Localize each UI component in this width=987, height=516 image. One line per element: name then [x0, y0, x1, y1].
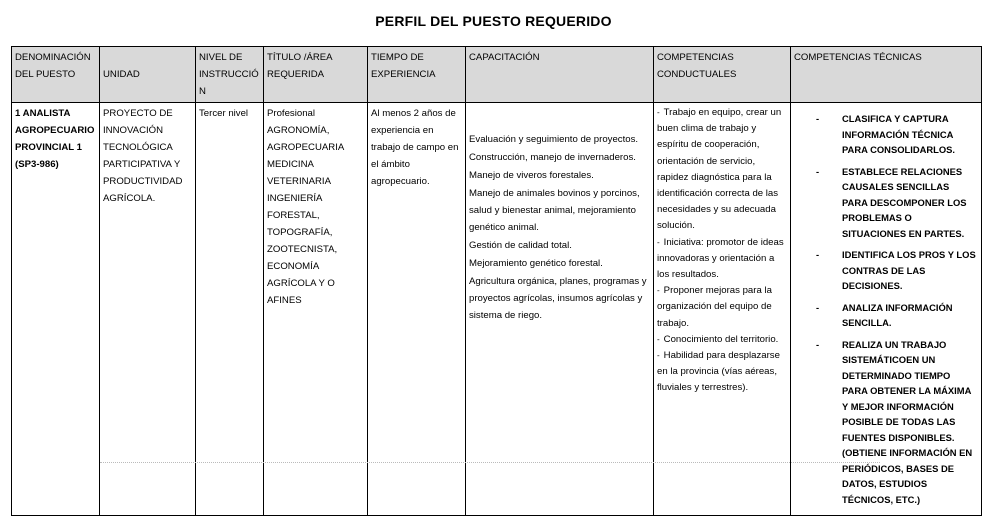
bullet-dash-icon: - [816, 165, 820, 177]
titulo-line: AGRONOMÍA, [267, 125, 330, 136]
bullet-dash-icon: - [657, 286, 660, 296]
list-item: - IDENTIFICA LOS PROS Y LOS CONTRAS DE LAS DECISIONES. [816, 249, 976, 291]
titulo-line: ZOOTECNISTA, [267, 244, 338, 255]
cell-capacitacion [466, 103, 654, 516]
bullet-dash-icon: - [657, 334, 660, 344]
capacitacion-item: Agricultura orgánica, planes, programas y proyectos agrícolas, insumos agrícolas y sistema de riego. [469, 276, 647, 321]
conductual-item: - Habilidad para desplazarse en la provincia (vías aéreas, fluviales y terrestres). [657, 350, 780, 394]
titulo-line: INGENIERÍA [267, 193, 323, 204]
titulo-line: TOPOGRAFÍA, [267, 227, 333, 238]
titulo-line: VETERINARIA [267, 176, 331, 187]
cell-titulo [264, 103, 368, 516]
bullet-dash-icon: - [657, 108, 660, 117]
header-nivel: NIVEL DE INSTRUCCIÓN [196, 47, 264, 103]
cell-denominacion: 1 ANALISTA AGROPECUARIO PROVINCIAL 1 (SP3-986) [12, 103, 100, 516]
page-continuation-divider [100, 462, 880, 465]
list-item: - CLASIFICA Y CAPTURA INFORMACIÓN TÉCNICA PARA CONSOLIDARLOS. [816, 113, 956, 155]
bullet-dash-icon: - [816, 338, 820, 350]
titulo-line: AGROPECUARIA [267, 142, 345, 153]
profile-table [11, 46, 982, 516]
cell-nivel: Tercer nivel [196, 103, 264, 516]
bullet-dash-icon: - [816, 301, 820, 313]
header-conductuales: COMPETENCIAS CONDUCTUALES [654, 47, 791, 103]
table-row [12, 103, 982, 516]
cell-tecnicas [791, 103, 982, 516]
conductual-item: - Proponer mejoras para la organización del equipo de trabajo. [657, 285, 772, 329]
header-capacitacion: CAPACITACIÓN [466, 47, 654, 103]
titulo-line: MEDICINA [267, 159, 314, 170]
document-title: PERFIL DEL PUESTO REQUERIDO [375, 13, 612, 29]
capacitacion-item: Manejo de animales bovinos y porcinos, salud y bienestar animal, mejoramiento genético animal. [469, 188, 640, 233]
cell-unidad: PROYECTO DE INNOVACIÓN TECNOLÓGICA PARTICIPATIVA Y PRODUCTIVIDAD AGRÍCOLA. [100, 103, 196, 516]
bullet-dash-icon: - [657, 237, 660, 247]
titulo-line: Profesional [267, 108, 315, 119]
capacitacion-item: Evaluación y seguimiento de proyectos. [469, 134, 639, 145]
list-item: - REALIZA UN TRABAJO SISTEMÁTICOEN UN DETERMINADO TIEMPO PARA OBTENER LA MÁXIMA Y MEJOR INFORMACIÓN POSIBLE DE TODAS LAS FUENTES DISPONIBLES. (OBTIENE INFORMACIÓN EN PERIÓDICOS, BASES DE DATOS, ESTUDIOS TÉCNICOS, ETC.) [816, 338, 973, 505]
capacitacion-item: Manejo de viveros forestales. [469, 170, 594, 181]
list-item: - ANALIZA INFORMACIÓN SENCILLA. [816, 301, 953, 328]
bullet-dash-icon: - [816, 249, 820, 260]
capacitacion-item: Gestión de calidad total. [469, 240, 572, 251]
cell-conductuales [654, 103, 791, 516]
capacitacion-item: Mejoramiento genético forestal. [469, 258, 603, 269]
header-row [12, 47, 982, 103]
conductual-item: - Trabajo en equipo, crear un buen clima de trabajo y espíritu de cooperación, orientación de servicio, rapidez diagnóstica para la identificación correcta de las necesidades y su adecuada solución. [657, 107, 782, 232]
header-denominacion: DENOMINACIÓN DEL PUESTO [12, 47, 100, 103]
cell-experiencia: Al menos 2 años de experiencia en trabajo de campo en el ámbito agropecuario. [368, 103, 466, 516]
bullet-dash-icon: - [816, 113, 820, 124]
header-tecnicas: COMPETENCIAS TÉCNICAS [791, 47, 982, 103]
list-item: - ESTABLECE RELACIONES CAUSALES SENCILLAS PARA DESCOMPONER LOS PROBLEMAS O SITUACIONES EN PARTES. [816, 165, 967, 239]
bullet-dash-icon: - [657, 351, 660, 361]
capacitacion-item: Construcción, manejo de invernaderos. [469, 152, 636, 163]
header-experiencia: TIEMPO DE EXPERIENCIA [368, 47, 466, 103]
titulo-line: FORESTAL, [267, 210, 320, 221]
titulo-line: AGRÍCOLA Y O AFINES [267, 278, 335, 306]
conductual-item: - Conocimiento del territorio. [657, 333, 779, 345]
titulo-line: ECONOMÍA [267, 261, 320, 272]
header-unidad: UNIDAD [100, 47, 196, 103]
tecnicas-list [794, 111, 978, 507]
conductual-item: - Iniciativa: promotor de ideas innovadoras y orientación a los resultados. [657, 236, 784, 281]
header-titulo: TÍTULO /ÁREA REQUERIDA [264, 47, 368, 103]
